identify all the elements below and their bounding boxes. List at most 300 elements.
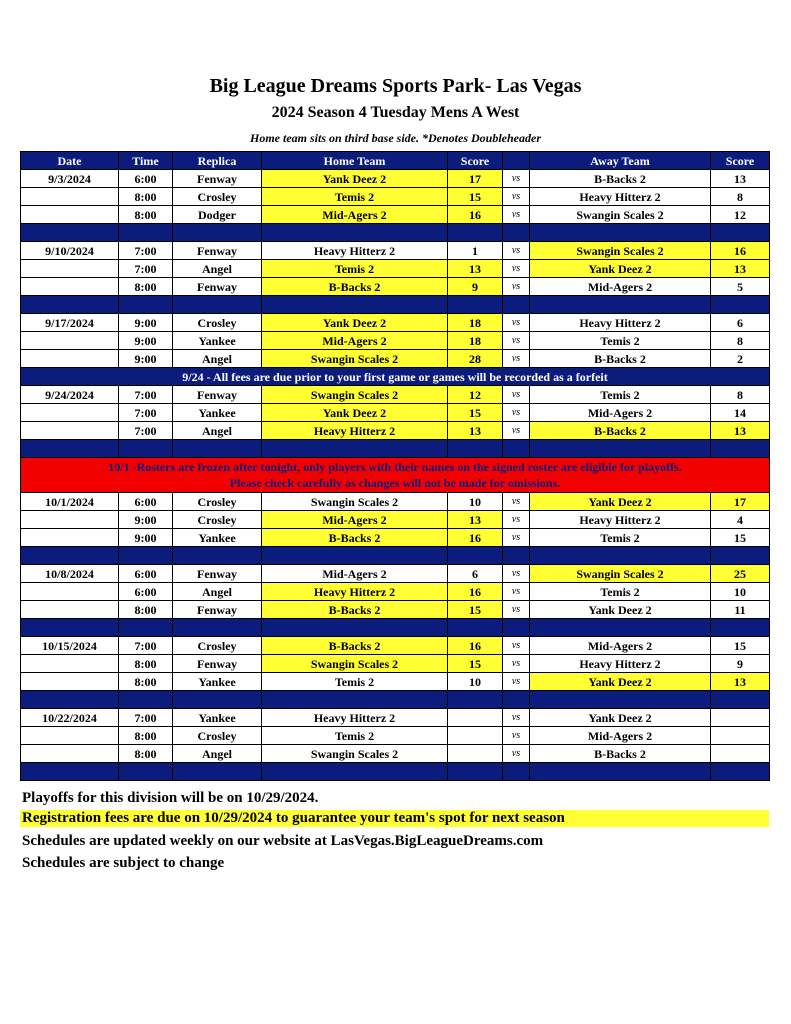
separator-cell [530, 547, 711, 565]
time-cell: 6:00 [119, 565, 173, 583]
time-cell: 9:00 [119, 332, 173, 350]
separator-cell [503, 691, 530, 709]
home-score-cell: 17 [448, 170, 503, 188]
away-team-cell: Yank Deez 2 [530, 260, 711, 278]
date-cell [21, 655, 119, 673]
away-score-cell: 13 [711, 422, 770, 440]
time-cell: 7:00 [119, 422, 173, 440]
away-team-cell: Mid-Agers 2 [530, 278, 711, 296]
separator-cell [711, 619, 770, 637]
replica-field-cell: Crosley [173, 493, 262, 511]
time-cell: 7:00 [119, 637, 173, 655]
away-score-cell: 14 [711, 404, 770, 422]
game-row [21, 404, 770, 422]
time-cell: 8:00 [119, 188, 173, 206]
separator-cell [448, 763, 503, 781]
time-cell: 8:00 [119, 727, 173, 745]
separator-cell [448, 296, 503, 314]
separator-cell [119, 224, 173, 242]
vs-cell: vs [503, 188, 530, 206]
replica-field-cell: Fenway [173, 601, 262, 619]
date-cell [21, 673, 119, 691]
replica-field-cell: Crosley [173, 188, 262, 206]
game-row [21, 350, 770, 368]
separator-cell [173, 296, 262, 314]
away-team-cell: Temis 2 [530, 583, 711, 601]
home-score-cell [448, 745, 503, 763]
week-separator-row [21, 547, 770, 565]
separator-cell [503, 547, 530, 565]
away-score-cell: 8 [711, 332, 770, 350]
col-header-home-score: Score [448, 152, 503, 170]
game-row [21, 422, 770, 440]
home-team-cell: Heavy Hitterz 2 [262, 583, 448, 601]
away-score-cell: 8 [711, 188, 770, 206]
separator-cell [711, 763, 770, 781]
game-row [21, 601, 770, 619]
replica-field-cell: Yankee [173, 673, 262, 691]
separator-cell [21, 440, 119, 458]
replica-field-cell: Crosley [173, 637, 262, 655]
away-score-cell: 8 [711, 386, 770, 404]
week-separator-row [21, 296, 770, 314]
away-score-cell [711, 727, 770, 745]
home-team-cell: Temis 2 [262, 188, 448, 206]
away-team-cell: Swangin Scales 2 [530, 565, 711, 583]
time-cell: 6:00 [119, 583, 173, 601]
replica-field-cell: Dodger [173, 206, 262, 224]
home-score-cell: 10 [448, 673, 503, 691]
page-title: Big League Dreams Sports Park- Las Vegas [209, 75, 582, 97]
vs-cell: vs [503, 745, 530, 763]
time-cell: 7:00 [119, 386, 173, 404]
replica-field-cell: Fenway [173, 278, 262, 296]
game-row [21, 709, 770, 727]
date-cell [21, 188, 119, 206]
time-cell: 9:00 [119, 529, 173, 547]
col-header-vs [503, 152, 530, 170]
col-header-replica: Replica [173, 152, 262, 170]
time-cell: 8:00 [119, 745, 173, 763]
separator-cell [21, 547, 119, 565]
roster-freeze-notice [21, 458, 770, 493]
replica-field-cell: Crosley [173, 727, 262, 745]
game-row [21, 727, 770, 745]
away-team-cell: Temis 2 [530, 529, 711, 547]
separator-cell [711, 296, 770, 314]
vs-cell: vs [503, 332, 530, 350]
away-score-cell: 13 [711, 260, 770, 278]
separator-cell [173, 763, 262, 781]
separator-cell [530, 440, 711, 458]
time-cell: 8:00 [119, 601, 173, 619]
roster-freeze-notice-row [21, 458, 770, 493]
away-score-cell: 16 [711, 242, 770, 260]
separator-cell [173, 547, 262, 565]
home-team-cell: Temis 2 [262, 260, 448, 278]
game-row [21, 260, 770, 278]
separator-cell [530, 763, 711, 781]
separator-cell [530, 619, 711, 637]
separator-cell [119, 296, 173, 314]
home-team-cell: Mid-Agers 2 [262, 511, 448, 529]
separator-cell [119, 763, 173, 781]
date-cell: 9/10/2024 [21, 242, 119, 260]
replica-field-cell: Yankee [173, 404, 262, 422]
away-score-cell: 10 [711, 583, 770, 601]
away-score-cell: 11 [711, 601, 770, 619]
date-cell [21, 727, 119, 745]
separator-cell [119, 691, 173, 709]
date-cell [21, 745, 119, 763]
time-cell: 8:00 [119, 655, 173, 673]
schedule-body [21, 170, 770, 781]
week-separator-row [21, 619, 770, 637]
date-cell: 9/24/2024 [21, 386, 119, 404]
vs-cell: vs [503, 206, 530, 224]
vs-cell: vs [503, 493, 530, 511]
separator-cell [262, 619, 448, 637]
separator-cell [119, 547, 173, 565]
vs-cell: vs [503, 170, 530, 188]
vs-cell: vs [503, 709, 530, 727]
separator-cell [711, 547, 770, 565]
vs-cell: vs [503, 529, 530, 547]
vs-cell: vs [503, 314, 530, 332]
away-team-cell: Heavy Hitterz 2 [530, 188, 711, 206]
separator-cell [448, 691, 503, 709]
home-score-cell: 16 [448, 583, 503, 601]
separator-cell [503, 619, 530, 637]
home-team-note: Home team sits on third base side. *Denotes Doubleheader [250, 131, 541, 145]
home-team-cell: Yank Deez 2 [262, 170, 448, 188]
date-cell [21, 422, 119, 440]
vs-cell: vs [503, 350, 530, 368]
away-team-cell: Heavy Hitterz 2 [530, 511, 711, 529]
game-row [21, 637, 770, 655]
home-team-cell: Mid-Agers 2 [262, 332, 448, 350]
separator-cell [448, 619, 503, 637]
game-row [21, 386, 770, 404]
separator-cell [119, 440, 173, 458]
vs-cell: vs [503, 601, 530, 619]
away-score-cell [711, 709, 770, 727]
home-score-cell: 13 [448, 260, 503, 278]
game-row [21, 583, 770, 601]
roster-freeze-line-2: Please check carefully as changes will not be made for omissions. [229, 476, 561, 490]
home-score-cell: 28 [448, 350, 503, 368]
separator-cell [711, 691, 770, 709]
time-cell: 8:00 [119, 278, 173, 296]
vs-cell: vs [503, 422, 530, 440]
game-row [21, 278, 770, 296]
col-header-date: Date [21, 152, 119, 170]
home-team-cell: B-Backs 2 [262, 278, 448, 296]
vs-cell: vs [503, 565, 530, 583]
time-cell: 9:00 [119, 511, 173, 529]
time-cell: 6:00 [119, 493, 173, 511]
replica-field-cell: Angel [173, 422, 262, 440]
away-team-cell: Yank Deez 2 [530, 493, 711, 511]
home-score-cell: 1 [448, 242, 503, 260]
home-score-cell [448, 709, 503, 727]
separator-cell [21, 224, 119, 242]
home-team-cell: Yank Deez 2 [262, 404, 448, 422]
home-team-cell: B-Backs 2 [262, 529, 448, 547]
away-team-cell: Swangin Scales 2 [530, 242, 711, 260]
separator-cell [711, 224, 770, 242]
replica-field-cell: Angel [173, 583, 262, 601]
date-cell [21, 529, 119, 547]
game-row [21, 511, 770, 529]
away-team-cell: Temis 2 [530, 332, 711, 350]
separator-cell [503, 224, 530, 242]
date-cell: 10/8/2024 [21, 565, 119, 583]
away-team-cell: B-Backs 2 [530, 170, 711, 188]
time-cell: 7:00 [119, 709, 173, 727]
time-cell: 7:00 [119, 260, 173, 278]
game-row [21, 314, 770, 332]
away-score-cell: 12 [711, 206, 770, 224]
week-separator-row [21, 763, 770, 781]
separator-cell [262, 296, 448, 314]
away-team-cell: Heavy Hitterz 2 [530, 655, 711, 673]
date-cell [21, 278, 119, 296]
home-score-cell: 15 [448, 655, 503, 673]
separator-cell [262, 763, 448, 781]
col-header-away-score: Score [711, 152, 770, 170]
game-row [21, 170, 770, 188]
separator-cell [503, 440, 530, 458]
vs-cell: vs [503, 655, 530, 673]
separator-cell [119, 619, 173, 637]
home-team-cell: Heavy Hitterz 2 [262, 709, 448, 727]
separator-cell [530, 691, 711, 709]
week-separator-row [21, 224, 770, 242]
home-score-cell: 18 [448, 314, 503, 332]
fee-notice-row [21, 368, 770, 386]
home-score-cell: 18 [448, 332, 503, 350]
replica-field-cell: Angel [173, 260, 262, 278]
game-row [21, 188, 770, 206]
time-cell: 8:00 [119, 206, 173, 224]
replica-field-cell: Fenway [173, 242, 262, 260]
separator-cell [503, 763, 530, 781]
away-score-cell: 5 [711, 278, 770, 296]
home-score-cell: 15 [448, 404, 503, 422]
replica-field-cell: Fenway [173, 386, 262, 404]
game-row [21, 655, 770, 673]
separator-cell [173, 224, 262, 242]
away-score-cell [711, 745, 770, 763]
game-row [21, 529, 770, 547]
replica-field-cell: Yankee [173, 709, 262, 727]
week-separator-row [21, 691, 770, 709]
home-score-cell: 16 [448, 529, 503, 547]
away-score-cell: 2 [711, 350, 770, 368]
away-team-cell: B-Backs 2 [530, 745, 711, 763]
separator-cell [262, 440, 448, 458]
time-cell: 8:00 [119, 673, 173, 691]
fee-notice-text: 9/24 - All fees are due prior to your first game or games will be recorded as a forfeit [21, 368, 770, 386]
replica-field-cell: Angel [173, 350, 262, 368]
away-score-cell: 13 [711, 170, 770, 188]
home-team-cell: Swangin Scales 2 [262, 386, 448, 404]
away-score-cell: 9 [711, 655, 770, 673]
date-cell [21, 511, 119, 529]
separator-cell [173, 691, 262, 709]
away-team-cell: B-Backs 2 [530, 422, 711, 440]
separator-cell [173, 440, 262, 458]
date-cell [21, 404, 119, 422]
separator-cell [448, 547, 503, 565]
time-cell: 7:00 [119, 404, 173, 422]
away-score-cell: 15 [711, 637, 770, 655]
away-team-cell: Mid-Agers 2 [530, 404, 711, 422]
vs-cell: vs [503, 511, 530, 529]
vs-cell: vs [503, 386, 530, 404]
date-cell [21, 350, 119, 368]
home-score-cell: 13 [448, 511, 503, 529]
game-row [21, 673, 770, 691]
home-team-cell: Swangin Scales 2 [262, 493, 448, 511]
game-row [21, 493, 770, 511]
replica-field-cell: Fenway [173, 655, 262, 673]
home-team-cell: Temis 2 [262, 727, 448, 745]
home-team-cell: Swangin Scales 2 [262, 655, 448, 673]
date-cell: 10/22/2024 [21, 709, 119, 727]
away-team-cell: Swangin Scales 2 [530, 206, 711, 224]
separator-cell [530, 224, 711, 242]
col-header-home-team: Home Team [262, 152, 448, 170]
date-cell [21, 260, 119, 278]
col-header-time: Time [119, 152, 173, 170]
home-team-cell: Heavy Hitterz 2 [262, 422, 448, 440]
game-row [21, 745, 770, 763]
home-score-cell: 9 [448, 278, 503, 296]
home-team-cell: Heavy Hitterz 2 [262, 242, 448, 260]
away-team-cell: Temis 2 [530, 386, 711, 404]
schedule-table [20, 151, 770, 781]
home-team-cell: B-Backs 2 [262, 637, 448, 655]
playoffs-note: Playoffs for this division will be on 10/29/2024. [22, 790, 319, 806]
date-cell [21, 206, 119, 224]
home-score-cell: 16 [448, 206, 503, 224]
away-team-cell: Mid-Agers 2 [530, 637, 711, 655]
vs-cell: vs [503, 727, 530, 745]
home-score-cell: 6 [448, 565, 503, 583]
replica-field-cell: Yankee [173, 332, 262, 350]
replica-field-cell: Fenway [173, 565, 262, 583]
separator-cell [503, 296, 530, 314]
date-cell [21, 583, 119, 601]
separator-cell [21, 619, 119, 637]
vs-cell: vs [503, 278, 530, 296]
date-cell: 9/3/2024 [21, 170, 119, 188]
header-row [21, 152, 770, 170]
home-score-cell: 10 [448, 493, 503, 511]
home-score-cell [448, 727, 503, 745]
away-score-cell: 6 [711, 314, 770, 332]
away-score-cell: 17 [711, 493, 770, 511]
separator-cell [711, 440, 770, 458]
away-score-cell: 4 [711, 511, 770, 529]
away-team-cell: Heavy Hitterz 2 [530, 314, 711, 332]
home-team-cell: Temis 2 [262, 673, 448, 691]
home-team-cell: Swangin Scales 2 [262, 350, 448, 368]
week-separator-row [21, 440, 770, 458]
date-cell: 10/1/2024 [21, 493, 119, 511]
home-team-cell: Mid-Agers 2 [262, 565, 448, 583]
home-team-cell: B-Backs 2 [262, 601, 448, 619]
away-team-cell: Yank Deez 2 [530, 709, 711, 727]
time-cell: 9:00 [119, 314, 173, 332]
away-score-cell: 15 [711, 529, 770, 547]
home-team-cell: Swangin Scales 2 [262, 745, 448, 763]
game-row [21, 206, 770, 224]
separator-cell [262, 547, 448, 565]
home-team-cell: Mid-Agers 2 [262, 206, 448, 224]
separator-cell [448, 440, 503, 458]
separator-cell [21, 296, 119, 314]
date-cell: 9/17/2024 [21, 314, 119, 332]
vs-cell: vs [503, 673, 530, 691]
separator-cell [448, 224, 503, 242]
home-team-cell: Yank Deez 2 [262, 314, 448, 332]
away-team-cell: Yank Deez 2 [530, 673, 711, 691]
separator-cell [21, 763, 119, 781]
game-row [21, 565, 770, 583]
time-cell: 7:00 [119, 242, 173, 260]
separator-cell [21, 691, 119, 709]
vs-cell: vs [503, 242, 530, 260]
away-team-cell: Yank Deez 2 [530, 601, 711, 619]
vs-cell: vs [503, 637, 530, 655]
date-cell [21, 601, 119, 619]
replica-field-cell: Crosley [173, 511, 262, 529]
vs-cell: vs [503, 260, 530, 278]
game-row [21, 332, 770, 350]
replica-field-cell: Crosley [173, 314, 262, 332]
date-cell [21, 332, 119, 350]
website-note: Schedules are updated weekly on our website at LasVegas.BigLeagueDreams.com [22, 833, 544, 849]
replica-field-cell: Angel [173, 745, 262, 763]
registration-note: Registration fees are due on 10/29/2024 to guarantee your team's spot for next season [20, 810, 769, 827]
separator-cell [530, 296, 711, 314]
time-cell: 9:00 [119, 350, 173, 368]
change-note: Schedules are subject to change [22, 855, 225, 871]
roster-freeze-line-1: 10/1 -Rosters are frozen after tonight, only players with their names on the signed roster are eligible for playoffs. [108, 460, 682, 474]
vs-cell: vs [503, 583, 530, 601]
replica-field-cell: Fenway [173, 170, 262, 188]
time-cell: 6:00 [119, 170, 173, 188]
separator-cell [262, 224, 448, 242]
separator-cell [173, 619, 262, 637]
season-subtitle: 2024 Season 4 Tuesday Mens A West [271, 104, 520, 121]
away-score-cell: 13 [711, 673, 770, 691]
away-team-cell: B-Backs 2 [530, 350, 711, 368]
home-score-cell: 15 [448, 188, 503, 206]
col-header-away-team: Away Team [530, 152, 711, 170]
home-score-cell: 15 [448, 601, 503, 619]
replica-field-cell: Yankee [173, 529, 262, 547]
separator-cell [262, 691, 448, 709]
vs-cell: vs [503, 404, 530, 422]
home-score-cell: 13 [448, 422, 503, 440]
home-score-cell: 12 [448, 386, 503, 404]
away-score-cell: 25 [711, 565, 770, 583]
game-row [21, 242, 770, 260]
